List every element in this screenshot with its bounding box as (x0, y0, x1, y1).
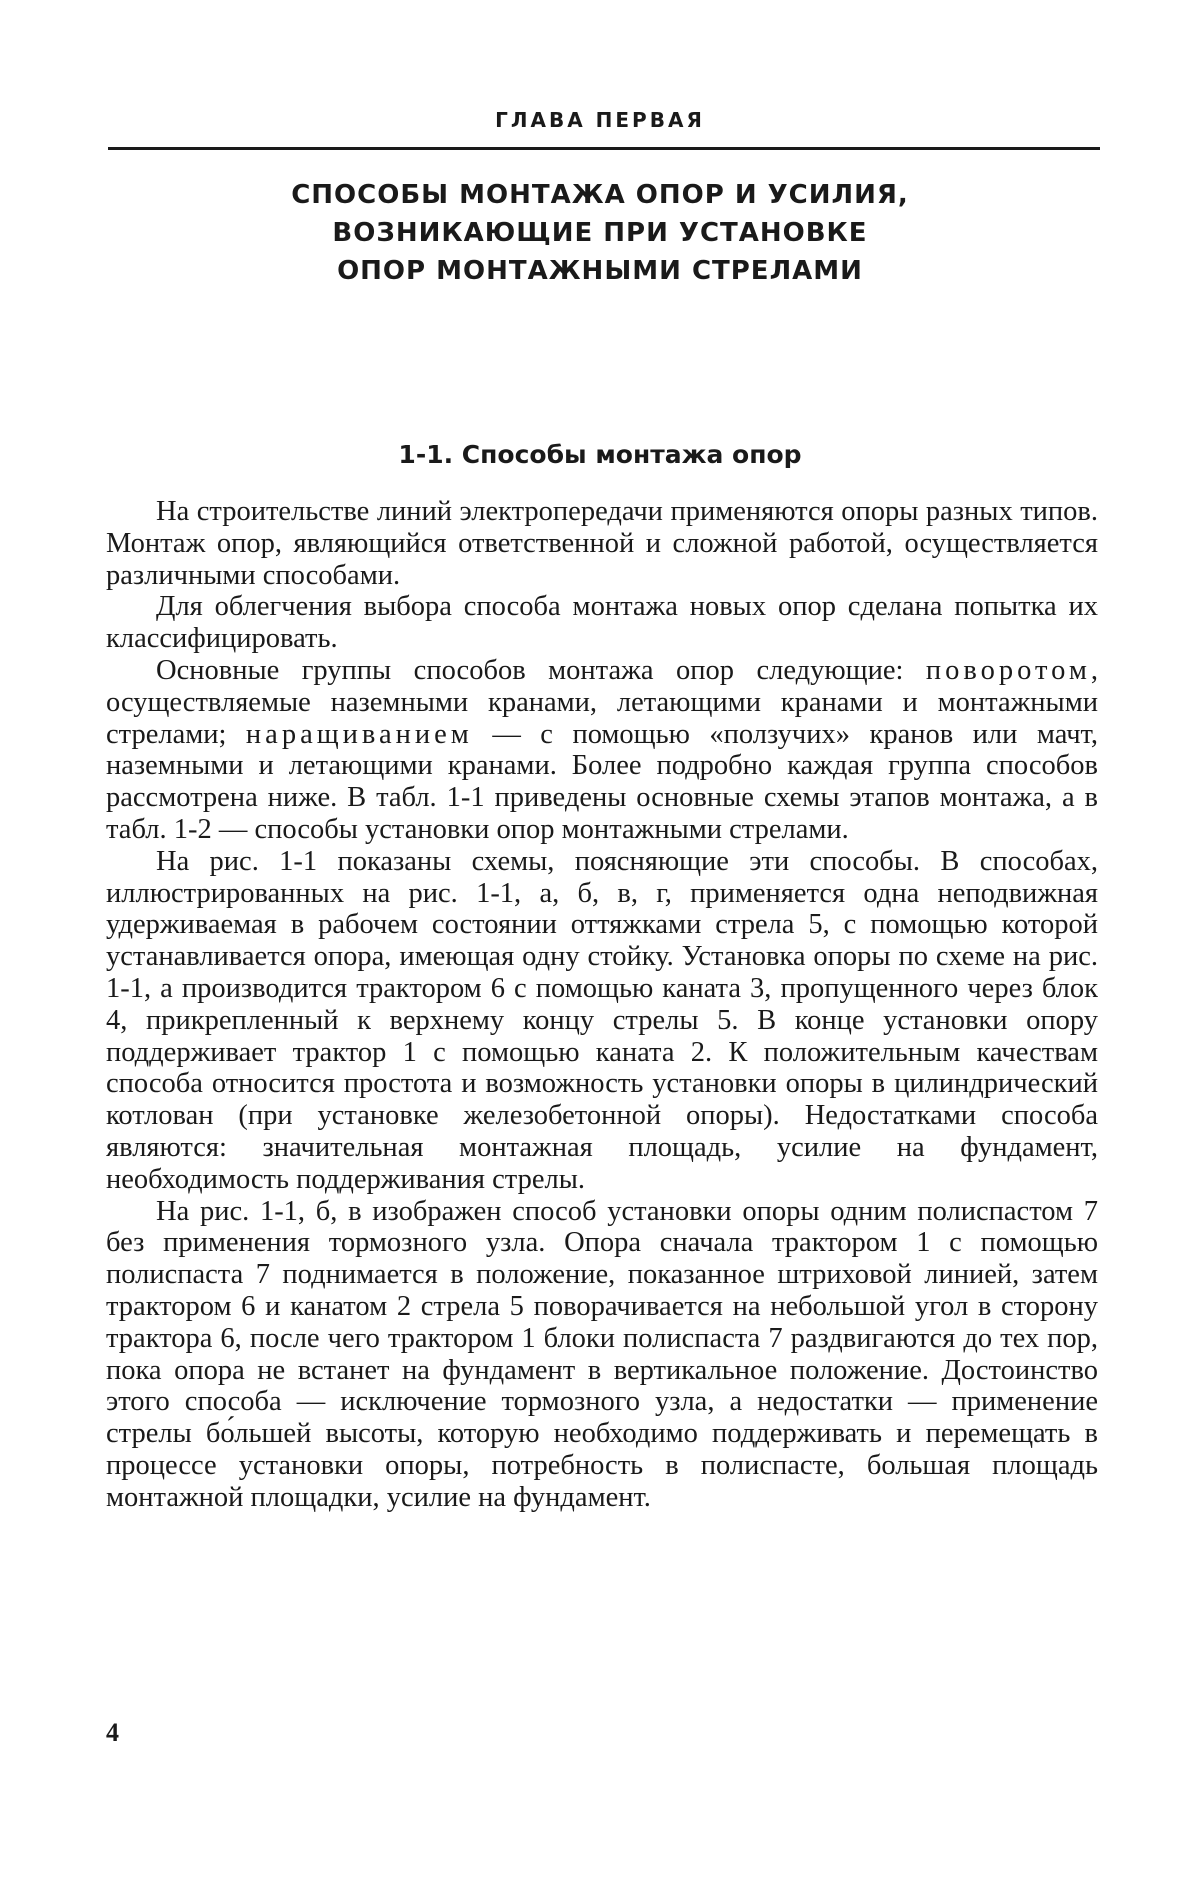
chapter-title-line-3: ОПОР МОНТАЖНЫМИ СТРЕЛАМИ (337, 256, 863, 286)
spaced-term-povorotom: поворотом (925, 654, 1091, 686)
paragraph-4: На рис. 1-1 показаны схемы, поясняющие эти способы. В способах, иллюстрированных на рис. 1-1, а, б, в, г, применяется одна неподвижная удерживаемая в рабочем состоянии оттяжками стрела 5, с помощью которой устанавливается опора, имеющая одну стойку. Установка опоры по схеме на рис. 1-1, а производится трактором 6 с помощью каната 3, пропущенного через блок 4, прикрепленный к верхнему концу стрелы 5. В конце установки опору поддерживает трактор 1 с помощью каната 2. К положительным качествам способа относится простота и возможность установки опоры в цилиндрический котлован (при установке железобетонной опоры). Недостатками способа являются: значительная монтажная площадь, усилие на фундамент, необходимость поддерживания стрелы. (106, 845, 1098, 1195)
paragraph-3-part-e: — с помощью «ползучих» кранов или мачт, наземными и летающими кранами. Более подробно каждая группа способов рассмотрена ниже. В табл. 1-1 приведены основные схемы этапов монтажа, а в табл. 1-2 — способы установки опор монтажными стрелами. (106, 718, 1098, 845)
section-heading: 1-1. Способы монтажа опор (398, 440, 802, 469)
paragraph-3 (106, 655, 1098, 846)
chapter-label: ГЛАВА ПЕРВАЯ (495, 108, 705, 132)
chapter-title-line-1: СПОСОБЫ МОНТАЖА ОПОР И УСИЛИЯ, (291, 180, 909, 210)
body-text (106, 496, 1098, 1514)
paragraph-5: На рис. 1-1, б, в изображен способ установки опоры одним полиспастом 7 без применения тормозного узла. Опора сначала трактором 1 с помощью полиспаста 7 поднимается в положение, показанное штриховой линией, затем трактором 6 и канатом 2 стрела 5 поворачивается на небольшой угол в сторону трактора 6, после чего трактором 1 блоки полиспаста 7 раздвигаются до тех пор, пока опора не встанет на фундамент в вертикальное положение. Достоинство этого способа — исключение тормозного узла, а недостатки — применение стрелы бо́льшей высоты, которую необходимо поддерживать и перемещать в процессе установки опоры, потребность в полиспасте, большая площадь монтажной площадки, усилие на фундамент. (106, 1195, 1098, 1513)
paragraph-3-part-c: , осуществляемые наземными кранами, летающими кранами и монтажными стрелами; (106, 654, 1098, 750)
page-number: 4 (106, 1718, 119, 1747)
paragraph-1: На строительстве линий электропередачи применяются опоры разных типов. Монтаж опор, являющийся ответственной и сложной работой, осуществляется различными способами. (106, 496, 1098, 591)
spaced-term-narashchivaniem: наращиванием (245, 718, 473, 750)
header-rule (108, 147, 1100, 150)
paragraph-3-part-a: Основные группы способов монтажа опор следующие: (156, 654, 926, 686)
paragraph-2: Для облегчения выбора способа монтажа новых опор сделана попытка их классифицировать. (106, 591, 1098, 655)
chapter-title (160, 176, 1040, 290)
chapter-title-line-2: ВОЗНИКАЮЩИЕ ПРИ УСТАНОВКЕ (332, 218, 868, 248)
